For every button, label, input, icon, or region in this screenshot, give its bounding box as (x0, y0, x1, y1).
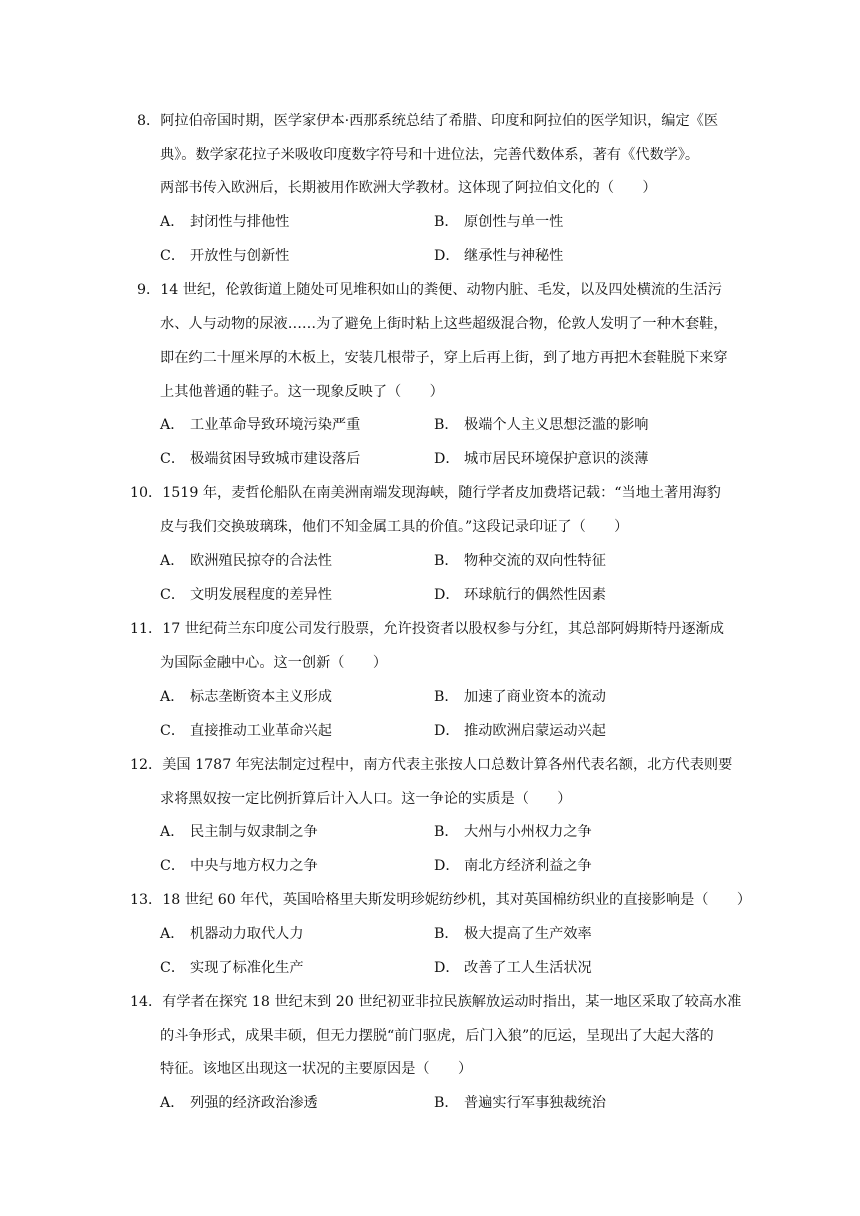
question-stem-line: 上其他普通的鞋子。这一现象反映了（ ） (160, 384, 444, 400)
question-stem-line: 特征。该地区出现这一状况的主要原因是（ ） (160, 1061, 473, 1077)
option-a: A． 机器动力取代人力 (160, 926, 304, 942)
option-d: D． 推动欧洲启蒙运动兴起 (434, 723, 606, 739)
option-b: B． 大州与小州权力之争 (434, 824, 592, 840)
option-c: C． 开放性与创新性 (160, 248, 290, 264)
question-stem-line: 14．有学者在探究 18 世纪末到 20 世纪初亚非拉民族解放运动时指出，某一地区采取了较高水准 (130, 994, 742, 1010)
option-c: C． 极端贫困导致城市建设落后 (160, 451, 361, 467)
question-stem-line: 求将黑奴按一定比例折算后计入人口。这一争论的实质是（ ） (160, 791, 572, 807)
question-stem-line: 两部书传入欧洲后，长期被用作欧洲大学教材。这体现了阿拉伯文化的（ ） (160, 180, 657, 196)
question-stem-line: 11．17 世纪荷兰东印度公司发行股票，允许投资者以股权参与分红，其总部阿姆斯特丹逐渐成 (130, 621, 724, 637)
question-stem-line: 8．阿拉伯帝国时期，医学家伊本·西那系统总结了希腊、印度和阿拉伯的医学知识，编定《医 (137, 113, 719, 129)
option-d: D． 继承性与神秘性 (434, 248, 564, 264)
option-a: A． 欧洲殖民掠夺的合法性 (160, 553, 332, 569)
option-d: D． 南北方经济利益之争 (434, 858, 592, 874)
option-a: A． 封闭性与排他性 (160, 214, 290, 230)
option-c: C． 直接推动工业革命兴起 (160, 723, 332, 739)
option-b: B． 普遍实行军事独裁统治 (434, 1095, 606, 1111)
question-stem-line: 10．1519 年，麦哲伦船队在南美洲南端发现海峡，随行学者皮加费塔记载：“当地土著用海豹 (130, 485, 721, 501)
option-b: B． 极大提高了生产效率 (434, 926, 592, 942)
option-a: A． 标志垄断资本主义形成 (160, 689, 332, 705)
option-a: A． 工业革命导致环境污染严重 (160, 417, 361, 433)
question-stem-line: 水、人与动物的尿液……为了避免上街时粘上这些超级混合物，伦敦人发明了一种木套鞋， (160, 316, 728, 332)
question-stem-line: 13．18 世纪 60 年代，英国哈格里夫斯发明珍妮纺纱机，其对英国棉纺织业的直接影响是（ ） (130, 892, 752, 908)
question-stem-line: 即在约二十厘米厚的木板上，安装几根带子，穿上后再上街，到了地方再把木套鞋脱下来穿 (160, 350, 728, 366)
question-stem-line: 12．美国 1787 年宪法制定过程中，南方代表主张按人口总数计算各州代表名额，北方代表则要 (130, 757, 733, 773)
question-stem-line: 的斗争形式，成果丰硕，但无力摆脱“前门驱虎，后门入狼”的厄运，呈现出了大起大落的 (160, 1028, 714, 1044)
option-a: A． 列强的经济政治渗透 (160, 1095, 318, 1111)
option-d: D． 环球航行的偶然性因素 (434, 587, 606, 603)
option-b: B． 原创性与单一性 (434, 214, 564, 230)
option-b: B． 极端个人主义思想泛滥的影响 (434, 417, 649, 433)
option-d: D． 改善了工人生活状况 (434, 960, 592, 976)
option-c: C． 中央与地方权力之争 (160, 858, 318, 874)
option-a: A． 民主制与奴隶制之争 (160, 824, 318, 840)
question-stem-line: 皮与我们交换玻璃珠，他们不知金属工具的价值。”这段记录印证了（ ） (160, 519, 629, 535)
option-c: C． 实现了标准化生产 (160, 960, 304, 976)
option-c: C． 文明发展程度的差异性 (160, 587, 332, 603)
option-b: B． 物种交流的双向性特征 (434, 553, 606, 569)
option-b: B． 加速了商业资本的流动 (434, 689, 606, 705)
question-stem-line: 为国际金融中心。这一创新（ ） (160, 655, 388, 671)
question-stem-line: 9．14 世纪，伦敦街道上随处可见堆积如山的粪便、动物内脏、毛发，以及四处横流的生活污 (137, 282, 722, 298)
option-d: D． 城市居民环境保护意识的淡薄 (434, 451, 649, 467)
question-stem-line: 典》。数学家花拉子米吸收印度数字符号和十进位法，完善代数体系，著有《代数学》。 (160, 147, 700, 163)
